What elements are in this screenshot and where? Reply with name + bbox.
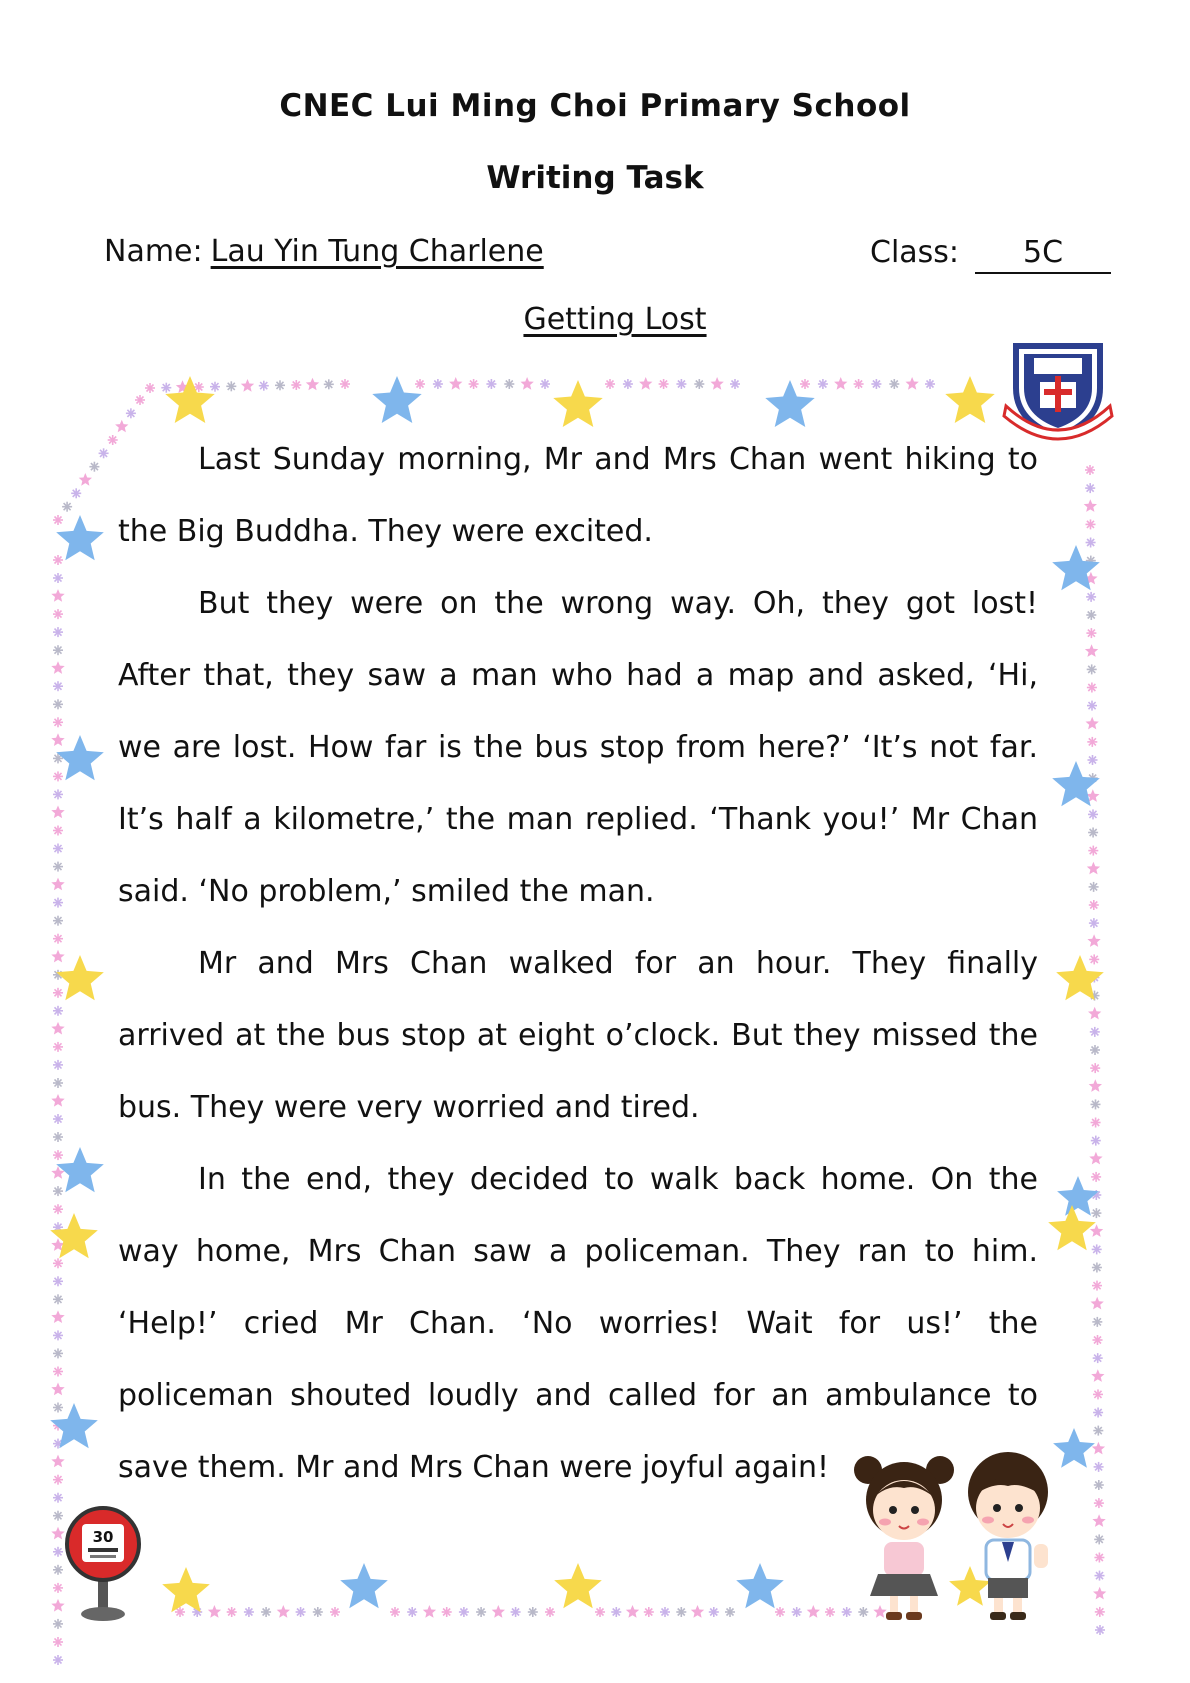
sparkle-icon — [53, 515, 63, 525]
sparkle-icon — [340, 379, 350, 389]
sparkle-icon — [1095, 1625, 1105, 1635]
sparkle-icon — [1093, 1408, 1103, 1418]
sparkle-icon — [210, 382, 220, 392]
sparkle-icon — [53, 771, 63, 781]
small-pink-star-icon — [1086, 717, 1099, 730]
small-pink-star-icon — [906, 377, 919, 390]
name-label: Name: — [104, 234, 203, 269]
sparkle-icon — [694, 379, 704, 389]
sparkle-icon — [623, 379, 633, 389]
small-pink-star-icon — [834, 377, 847, 390]
sparkle-icon — [53, 1294, 63, 1304]
sparkle-icon — [469, 379, 479, 389]
small-pink-star-icon — [1089, 1079, 1102, 1092]
sparkle-icon — [71, 488, 81, 498]
sparkle-icon — [53, 645, 63, 655]
sparkle-icon — [53, 1348, 63, 1358]
small-pink-star-icon — [51, 1455, 64, 1468]
sparkle-icon — [1086, 592, 1096, 602]
small-pink-star-icon — [51, 1383, 64, 1396]
sparkle-icon — [261, 1607, 271, 1617]
yellow-star-icon — [50, 1213, 98, 1258]
yellow-star-icon — [945, 376, 994, 423]
small-pink-star-icon — [51, 1310, 64, 1323]
sparkle-icon — [126, 408, 136, 418]
sparkle-icon — [1094, 1480, 1104, 1490]
sparkle-icon — [1086, 519, 1096, 529]
sparkle-icon — [1094, 1534, 1104, 1544]
small-pink-star-icon — [1084, 499, 1097, 512]
small-pink-star-icon — [51, 589, 64, 602]
sparkle-icon — [53, 609, 63, 619]
sparkle-icon — [1089, 882, 1099, 892]
class-value: 5C — [975, 234, 1111, 274]
sparkle-icon — [792, 1607, 802, 1617]
sparkle-icon — [53, 1078, 63, 1088]
sparkle-icon — [145, 383, 155, 393]
sparkle-icon — [1089, 954, 1099, 964]
small-pink-star-icon — [1093, 1587, 1106, 1600]
sparkle-icon — [605, 379, 615, 389]
small-pink-star-icon — [306, 378, 319, 391]
sparkle-icon — [226, 381, 236, 391]
sparkle-icon — [486, 379, 496, 389]
sparkle-icon — [53, 1330, 63, 1340]
sparkle-icon — [161, 383, 171, 393]
small-pink-star-icon — [1092, 1514, 1105, 1527]
sparkle-icon — [53, 826, 63, 836]
sparkle-icon — [1092, 1263, 1102, 1273]
sparkle-icon — [89, 462, 99, 472]
story-title: Getting Lost — [523, 302, 707, 337]
sparkle-icon — [1094, 1553, 1104, 1563]
sparkle-icon — [595, 1607, 605, 1617]
small-pink-star-icon — [51, 1022, 64, 1035]
sparkle-icon — [53, 862, 63, 872]
small-pink-star-icon — [51, 878, 64, 891]
name-value: Lau Yin Tung Charlene — [210, 234, 544, 269]
sparkle-icon — [1087, 683, 1097, 693]
sparkle-icon — [611, 1607, 621, 1617]
small-pink-star-icon — [1087, 862, 1100, 875]
sparkle-icon — [227, 1607, 237, 1617]
sparkle-icon — [660, 1607, 670, 1617]
small-pink-star-icon — [711, 377, 724, 390]
sparkle-icon — [53, 1006, 63, 1016]
sparkle-icon — [1087, 737, 1097, 747]
sparkle-icon — [1092, 1281, 1102, 1291]
sparkle-icon — [1088, 809, 1098, 819]
yellow-star-icon — [554, 1563, 602, 1608]
blue-star-icon — [56, 515, 104, 560]
sparkle-icon — [1093, 1353, 1103, 1363]
class-label: Class: — [870, 235, 960, 270]
sparkle-icon — [1094, 1498, 1104, 1508]
sparkle-icon — [53, 1655, 63, 1665]
sparkle-icon — [1085, 465, 1095, 475]
sparkle-icon — [53, 699, 63, 709]
story-paragraph-2: But they were on the wrong way. Oh, they got lost! After that, they saw a man who had a map and asked, ‘Hi, we are lost. How far is the bus stop from here?’ ‘It’s not far. It’s half a kilometre,’ the man replied. ‘Thank you!’ Mr Chan said. ‘No problem,’ smiled the man. — [118, 586, 1038, 909]
sparkle-icon — [1094, 1462, 1104, 1472]
small-pink-star-icon — [691, 1605, 704, 1618]
sparkle-icon — [818, 379, 828, 389]
two-students-illustration — [848, 1438, 1068, 1628]
small-pink-star-icon — [521, 377, 534, 390]
sparkle-icon — [53, 1475, 63, 1485]
sparkle-icon — [1086, 610, 1096, 620]
sparkle-icon — [53, 1637, 63, 1647]
sparkle-icon — [324, 379, 334, 389]
sparkle-icon — [99, 448, 109, 458]
sparkle-icon — [291, 380, 301, 390]
sparkle-icon — [1088, 846, 1098, 856]
yellow-star-icon — [165, 376, 214, 423]
sparkle-icon — [1087, 701, 1097, 711]
sparkle-icon — [644, 1607, 654, 1617]
sparkle-icon — [53, 1403, 63, 1413]
sparkle-icon — [53, 555, 63, 565]
bus-stop-number: 30 — [92, 1528, 114, 1546]
small-pink-star-icon — [241, 379, 254, 392]
sparkle-icon — [62, 502, 72, 512]
blue-star-icon — [372, 376, 421, 423]
sparkle-icon — [1095, 1571, 1105, 1581]
sparkle-icon — [511, 1607, 521, 1617]
small-pink-star-icon — [51, 950, 64, 963]
sparkle-icon — [476, 1607, 486, 1617]
small-pink-star-icon — [1085, 644, 1098, 657]
sparkle-icon — [442, 1607, 452, 1617]
sparkle-icon — [53, 898, 63, 908]
sparkle-icon — [53, 1060, 63, 1070]
story-body — [118, 424, 1038, 1504]
small-pink-star-icon — [492, 1605, 505, 1618]
sparkle-icon — [1090, 1045, 1100, 1055]
sparkle-icon — [330, 1607, 340, 1617]
sparkle-icon — [53, 1132, 63, 1142]
sparkle-icon — [676, 379, 686, 389]
sparkle-icon — [53, 1367, 63, 1377]
blue-star-icon — [56, 735, 104, 780]
sparkle-icon — [108, 435, 118, 445]
sparkle-icon — [53, 1493, 63, 1503]
sparkle-icon — [53, 789, 63, 799]
bus-stop-sign-icon — [60, 1506, 148, 1626]
small-pink-star-icon — [51, 733, 64, 746]
sparkle-icon — [275, 380, 285, 390]
sparkle-icon — [53, 988, 63, 998]
sparkle-icon — [871, 379, 881, 389]
sparkle-icon — [53, 681, 63, 691]
class-field — [870, 234, 1111, 274]
sparkle-icon — [259, 381, 269, 391]
sparkle-icon — [825, 1607, 835, 1617]
sparkle-icon — [709, 1607, 719, 1617]
sparkle-icon — [53, 1276, 63, 1286]
sparkle-icon — [53, 1114, 63, 1124]
small-pink-star-icon — [1091, 1297, 1104, 1310]
small-pink-star-icon — [51, 1094, 64, 1107]
sparkle-icon — [545, 1607, 555, 1617]
sparkle-icon — [1093, 1335, 1103, 1345]
sparkle-icon — [53, 1042, 63, 1052]
sparkle-icon — [53, 844, 63, 854]
sparkle-icon — [53, 717, 63, 727]
blue-star-icon — [736, 1563, 784, 1608]
blue-star-icon — [56, 1147, 104, 1192]
blue-star-icon — [340, 1563, 388, 1608]
small-pink-star-icon — [1089, 1152, 1102, 1165]
small-pink-star-icon — [423, 1605, 436, 1618]
yellow-star-icon — [162, 1567, 210, 1612]
sparkle-icon — [1088, 755, 1098, 765]
sparkle-icon — [415, 379, 425, 389]
sparkle-icon — [1089, 918, 1099, 928]
sparkle-icon — [433, 379, 443, 389]
sparkle-icon — [53, 1186, 63, 1196]
small-pink-star-icon — [1090, 1224, 1103, 1237]
sparkle-icon — [1092, 1244, 1102, 1254]
sparkle-icon — [775, 1607, 785, 1617]
sparkle-icon — [1091, 1208, 1101, 1218]
name-field — [104, 234, 544, 269]
task-title: Writing Task — [486, 160, 704, 196]
sparkle-icon — [313, 1607, 323, 1617]
yellow-star-icon — [553, 380, 602, 427]
sparkle-icon — [244, 1607, 254, 1617]
sparkle-icon — [1095, 1607, 1105, 1617]
sparkle-icon — [1090, 1063, 1100, 1073]
sparkle-icon — [459, 1607, 469, 1617]
sparkle-icon — [725, 1607, 735, 1617]
small-pink-star-icon — [79, 473, 92, 486]
small-pink-star-icon — [51, 806, 64, 819]
sparkle-icon — [1091, 1099, 1101, 1109]
sparkle-icon — [1086, 538, 1096, 548]
sparkle-icon — [135, 395, 145, 405]
small-pink-star-icon — [208, 1605, 221, 1618]
sparkle-icon — [540, 379, 550, 389]
blue-star-icon — [1057, 1176, 1099, 1216]
story-paragraph-3: Mr and Mrs Chan walked for an hour. They finally arrived at the bus stop at eight o’clock. But they missed the bus. They were very worried and tired. — [118, 946, 1038, 1125]
sparkle-icon — [296, 1607, 306, 1617]
sparkle-icon — [53, 627, 63, 637]
sparkle-icon — [925, 379, 935, 389]
sparkle-icon — [390, 1607, 400, 1617]
sparkle-icon — [1092, 1317, 1102, 1327]
sparkle-icon — [676, 1607, 686, 1617]
sparkle-icon — [854, 379, 864, 389]
school-crest-icon — [1000, 336, 1116, 448]
story-paragraph-1: Last Sunday morning, Mr and Mrs Chan went hiking to the Big Buddha. They were excited. — [118, 442, 1038, 549]
sparkle-icon — [504, 379, 514, 389]
small-pink-star-icon — [626, 1605, 639, 1618]
sparkle-icon — [1091, 1172, 1101, 1182]
sparkle-icon — [528, 1607, 538, 1617]
small-pink-star-icon — [1087, 934, 1100, 947]
sparkle-icon — [53, 1204, 63, 1214]
sparkle-icon — [53, 934, 63, 944]
sparkle-icon — [1086, 628, 1096, 638]
sparkle-icon — [730, 379, 740, 389]
small-pink-star-icon — [807, 1605, 820, 1618]
sparkle-icon — [889, 379, 899, 389]
sparkle-icon — [1093, 1389, 1103, 1399]
sparkle-icon — [659, 379, 669, 389]
sparkle-icon — [1091, 1118, 1101, 1128]
small-pink-star-icon — [1088, 1007, 1101, 1020]
sparkle-icon — [407, 1607, 417, 1617]
sparkle-icon — [53, 573, 63, 583]
small-pink-star-icon — [449, 377, 462, 390]
small-pink-star-icon — [1091, 1369, 1104, 1382]
sparkle-icon — [1093, 1426, 1103, 1436]
sparkle-icon — [1089, 900, 1099, 910]
small-pink-star-icon — [51, 661, 64, 674]
story-paragraph-4: In the end, they decided to walk back home. On the way home, Mrs Chan saw a policeman. They ran to him. ‘Help!’ cried Mr Chan. ‘No worries! Wait for us!’ the policeman shouted loudly and called for an ambulance to save them. Mr and Mrs Chan were joyful again! — [118, 1162, 1038, 1485]
sparkle-icon — [1087, 664, 1097, 674]
sparkle-icon — [1091, 1136, 1101, 1146]
small-pink-star-icon — [277, 1605, 290, 1618]
sparkle-icon — [800, 379, 810, 389]
sparkle-icon — [53, 1258, 63, 1268]
sparkle-icon — [1090, 1027, 1100, 1037]
blue-star-icon — [1052, 545, 1100, 590]
small-pink-star-icon — [639, 377, 652, 390]
sparkle-icon — [1085, 483, 1095, 493]
sparkle-icon — [53, 1150, 63, 1160]
yellow-star-icon — [56, 955, 104, 1000]
school-name: CNEC Lui Ming Choi Primary School — [279, 88, 911, 124]
sparkle-icon — [1088, 828, 1098, 838]
sparkle-icon — [53, 916, 63, 926]
